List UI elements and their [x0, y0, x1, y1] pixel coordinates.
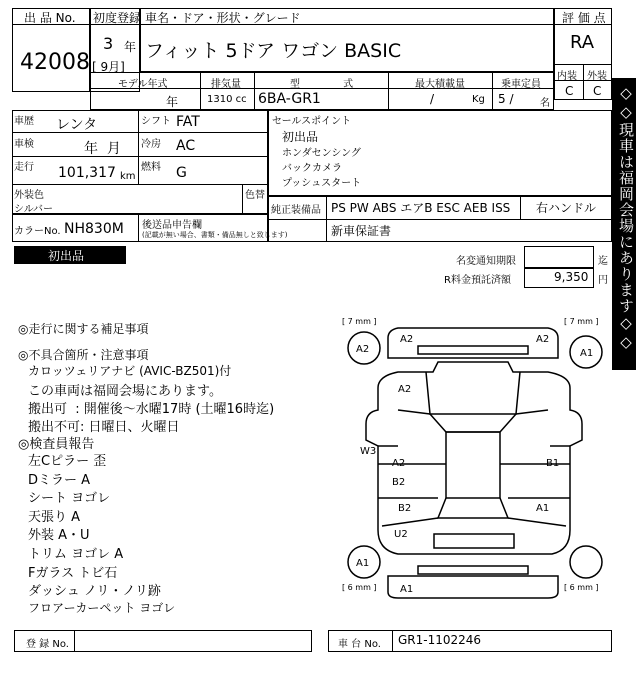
lot-label: 出 品 No.	[24, 11, 76, 25]
max-load-label: 最大積載量	[415, 79, 465, 90]
displacement-value: 1310 cc	[207, 94, 247, 105]
capacity-value: 5 /	[498, 92, 514, 106]
damage-diagram	[338, 314, 612, 614]
history-label: 車歴	[14, 116, 34, 127]
rear-bumper	[388, 576, 558, 598]
inspection-label: 車検	[14, 139, 34, 150]
inspector-line: 天張り A	[28, 510, 81, 525]
interior-label: 内装	[557, 71, 577, 82]
max-load-unit: Kg	[472, 94, 485, 105]
equipment-items: PS PW ABS エアB ESC AEB ISS	[331, 201, 511, 215]
tire-depth-top-right: [ 7 mm ]	[564, 317, 599, 326]
exterior-label: 外装	[587, 71, 607, 82]
mark-door-rl: B2	[392, 477, 406, 488]
model-year-unit: 年	[166, 95, 179, 109]
side-banner-text: ◇◇現車は福岡会場にあります◇◇	[617, 84, 635, 352]
chassis-no-value: GR1-1102246	[398, 633, 482, 647]
first-reg-month: [ 9月]	[92, 60, 125, 74]
sales-point-item: プッシュスタート	[282, 178, 362, 189]
sales-point-item: ホンダセンシング	[282, 148, 361, 159]
defect-line: 搬出不可: 日曜日、火曜日	[28, 420, 180, 435]
type-label: 型 式	[290, 79, 354, 90]
mileage-label: 走行	[14, 162, 34, 173]
color-no-value: NH830M	[64, 221, 124, 237]
grade-value: RA	[570, 32, 595, 53]
exterior-grade: C	[593, 84, 602, 98]
sales-point-item: バックカメラ	[282, 163, 342, 174]
color-no-label: カラーNo.	[14, 226, 61, 237]
inspector-line: 外装 A・U	[28, 528, 90, 543]
mileage-unit: km	[120, 171, 136, 182]
name-change-box	[524, 246, 594, 268]
defect-header: ◎不具合箇所・注意事項	[18, 348, 149, 362]
sales-point-item: 初出品	[282, 130, 319, 144]
tire-depth-top-left: [ 7 mm ]	[342, 317, 377, 326]
first-listing-badge: 初出品	[14, 246, 126, 264]
recycle-amount: 9,350	[554, 270, 589, 284]
inspector-line: Dミラー A	[28, 473, 91, 488]
inspector-line: ダッシュ ノリ・ノリ跡	[28, 584, 161, 599]
tire-depth-bottom-right: [ 6 mm ]	[564, 583, 599, 592]
inspector-line: 左Cピラー 歪	[28, 454, 107, 469]
displacement-label: 排気量	[211, 79, 241, 90]
history-value: レンタ	[56, 117, 98, 133]
first-reg-year-unit: 年	[124, 40, 137, 54]
car-name: フィット 5ドア ワゴン BASIC	[145, 40, 402, 62]
side-banner	[612, 78, 636, 370]
capacity-unit: 名	[540, 98, 550, 109]
chassis-no-label: 車 台 No.	[338, 639, 381, 650]
warranty-value: 新車保証書	[331, 224, 392, 238]
exterior-color-label: 外装色	[14, 190, 44, 201]
reg-no-label: 登 録 No.	[26, 639, 69, 650]
grade-label: 評 価 点	[562, 11, 606, 25]
fuel-label: 燃料	[141, 162, 161, 173]
details-box	[12, 110, 268, 214]
exterior-color-value: シルバー	[14, 204, 54, 215]
fuel-value: G	[176, 165, 187, 181]
mark-quarter-l: B2	[398, 503, 412, 514]
name-change-unit: 迄	[598, 256, 608, 267]
first-reg-year: 3	[103, 34, 114, 53]
mark-bumper-fl: A2	[400, 334, 414, 345]
inspector-line: シート ヨゴレ	[28, 491, 111, 506]
mark-side-left: W3	[360, 446, 377, 457]
wheel-rear-right	[570, 546, 602, 578]
type-value: 6BA-GR1	[258, 91, 321, 107]
recycle-unit: 円	[598, 275, 608, 286]
color-change-label: 色替	[245, 190, 265, 201]
mark-door-fl: A2	[392, 458, 406, 469]
mark-wheel-fr: A1	[580, 348, 594, 359]
inspector-line: フロアーカーペット ヨゴレ	[28, 601, 176, 615]
inspector-line: トリム ヨゴレ A	[28, 547, 124, 562]
mark-wheel-rl: A1	[356, 558, 370, 569]
mark-hood: A2	[398, 384, 412, 395]
mark-quarter-r: A1	[536, 503, 550, 514]
ac-value: AC	[176, 138, 196, 154]
defect-line: カロッツェリアナビ (AVIC-BZ501)付	[28, 364, 232, 378]
inspector-line: Fガラス トビ石	[28, 566, 118, 581]
max-load-value: /	[430, 92, 435, 106]
shift-label: シフト	[141, 116, 171, 127]
steering-value: 右ハンドル	[536, 201, 597, 215]
post-app-label: 後送品申告欄	[142, 220, 202, 231]
mark-bumper-fr: A2	[536, 334, 550, 345]
mark-rear-left: U2	[394, 529, 408, 540]
car-name-label: 車名・ドア・形状・グレード	[145, 11, 301, 25]
defect-line: 搬出可 : 開催後～水曜17時 (土曜16時迄)	[28, 402, 275, 417]
driving-header: ◎走行に関する補足事項	[18, 322, 149, 336]
lot-number: 42008	[20, 50, 90, 75]
interior-grade: C	[565, 84, 574, 98]
mark-door-fr: B1	[546, 458, 560, 469]
mark-wheel-fl: A2	[356, 344, 370, 355]
ac-label: 冷房	[141, 139, 161, 150]
inspection-value: 年 月	[84, 141, 121, 157]
name-change-label: 名変通知期限	[456, 256, 516, 267]
sales-points-label: セールスポイント	[272, 116, 352, 127]
tire-depth-bottom-left: [ 6 mm ]	[342, 583, 377, 592]
equipment-label: 純正装備品	[271, 205, 321, 216]
post-app-note: (記載が無い場合、書類・備品無しと致します)	[142, 231, 288, 239]
model-year-label: モデル年式	[118, 79, 168, 90]
mileage-value: 101,317	[58, 165, 116, 181]
first-reg-label: 初度登録	[93, 11, 142, 25]
inspector-header: ◎検査員報告	[18, 437, 95, 452]
recycle-label: R料金預託済額	[444, 275, 511, 286]
defect-line: この車両は福岡会場にあります。	[28, 384, 222, 399]
capacity-label: 乗車定員	[501, 79, 541, 90]
mark-bumper-rl: A1	[400, 584, 414, 595]
shift-value: FAT	[176, 114, 200, 130]
